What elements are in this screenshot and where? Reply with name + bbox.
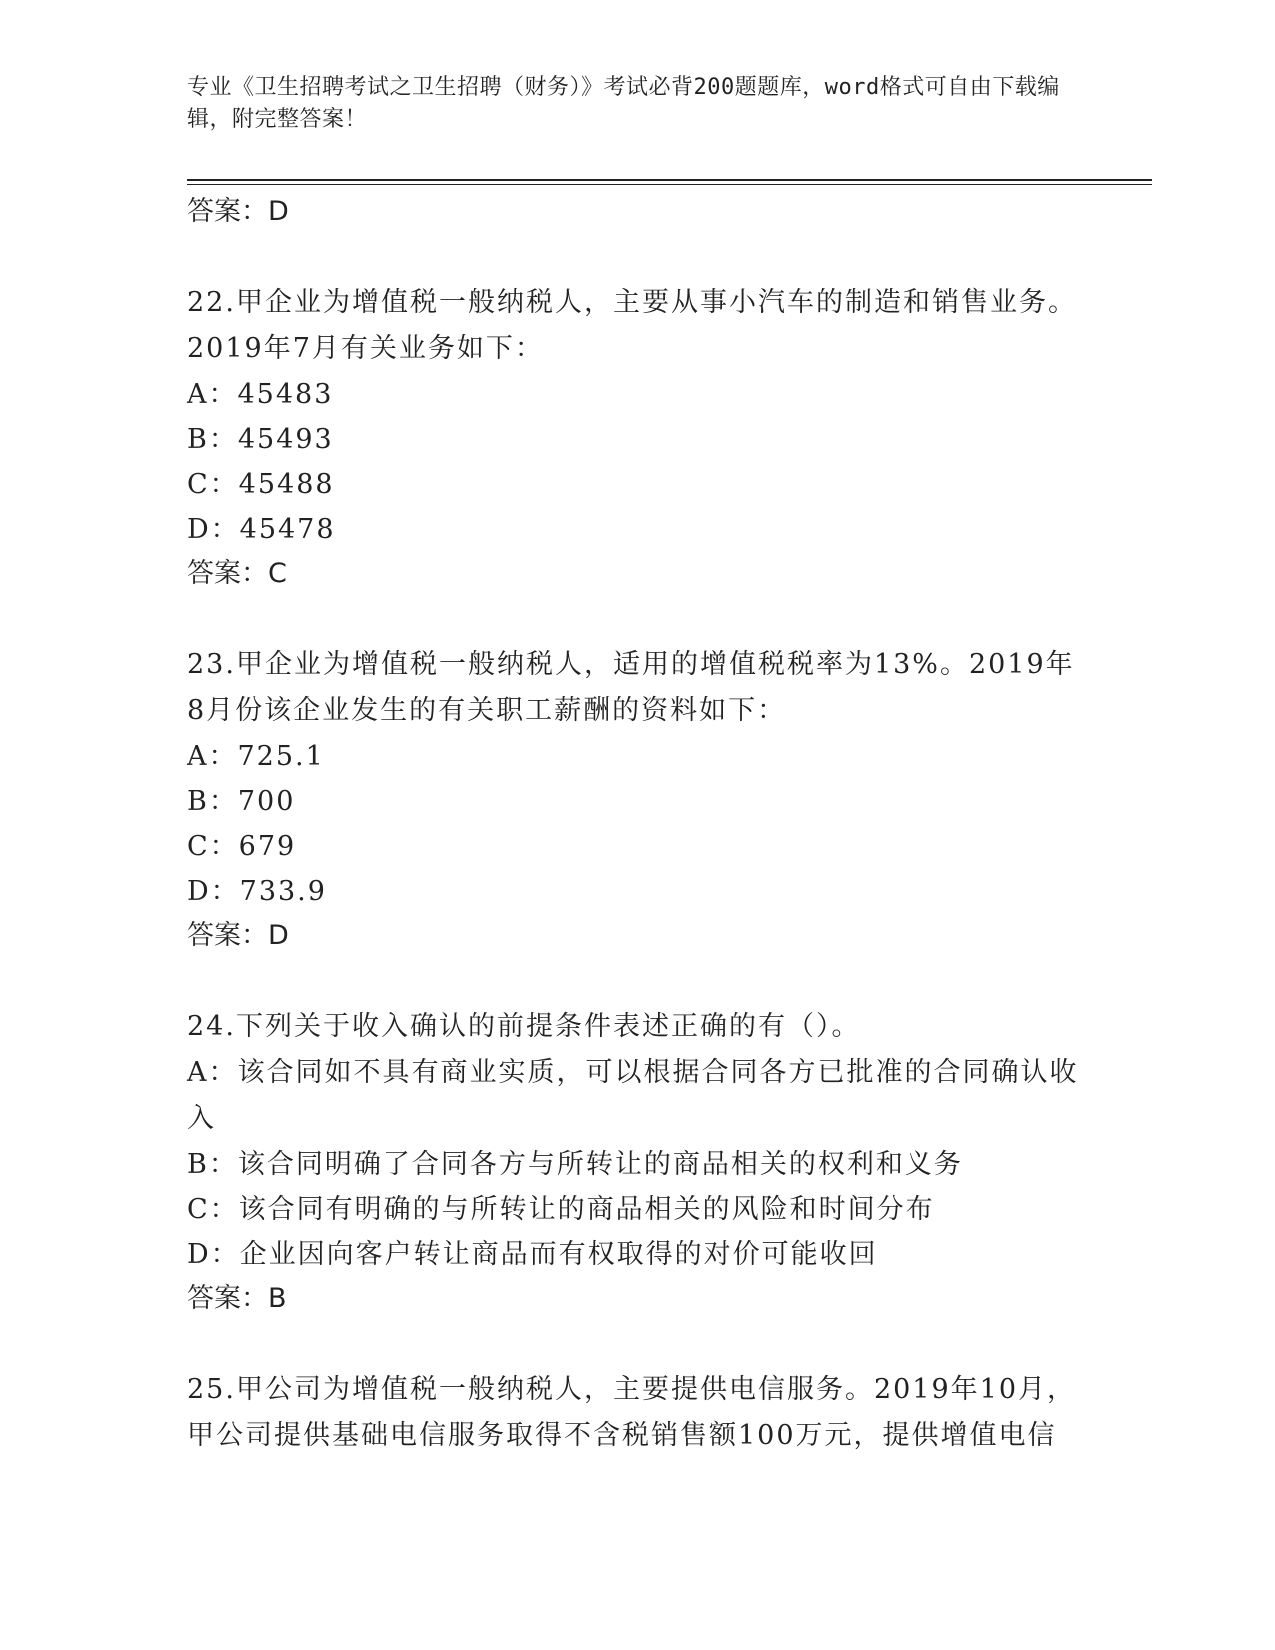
question-22 [187,280,1087,596]
question-24 [187,1004,1087,1321]
answer-line: 答案：B [187,1283,287,1314]
answer-line: 答案：C [187,558,287,589]
option-b: B：700 [187,786,296,817]
option-c: C：45488 [187,469,335,500]
option-b: B：45493 [187,424,334,455]
option-c: C：679 [187,831,297,862]
question-23 [187,642,1087,958]
question-stem: 23.甲企业为增值税一般纳税人，适用的增值税税率为13%。2019年8月份该企业发生的有关职工薪酬的资料如下： [187,649,1075,726]
option-a: A：45483 [187,379,334,410]
header-divider [187,179,1152,181]
option-c: C：该合同有明确的与所转让的商品相关的风险和时间分布 [187,1194,935,1225]
question-25 [187,1367,1087,1459]
header-divider-thin [187,184,1152,185]
option-d: D：733.9 [187,876,327,907]
option-d: D：45478 [187,514,336,545]
answer-line: 答案：D [187,920,289,951]
option-a: A：725.1 [187,741,325,772]
option-b: B：该合同明确了合同各方与所转让的商品相关的权利和义务 [187,1149,963,1180]
question-list [187,190,1087,1459]
question-stem: 25.甲公司为增值税一般纳税人，主要提供电信服务。2019年10月，甲公司提供基础电信服务取得不含税销售额100万元，提供增值电信 [187,1374,1077,1451]
answer-line: 答案：D [187,196,289,227]
option-a: A：该合同如不具有商业实质，可以根据合同各方已批准的合同确认收入 [187,1057,1079,1134]
header-note: 专业《卫生招聘考试之卫生招聘（财务）》考试必背200题题库，word格式可自由下载编辑，附完整答案！ [187,75,1060,132]
question-stem: 24.下列关于收入确认的前提条件表述正确的有（）。 [187,1011,861,1042]
question-stem: 22.甲企业为增值税一般纳税人，主要从事小汽车的制造和销售业务。2019年7月有关业务如下： [187,287,1077,364]
option-d: D：企业因向客户转让商品而有权取得的对价可能收回 [187,1239,878,1270]
